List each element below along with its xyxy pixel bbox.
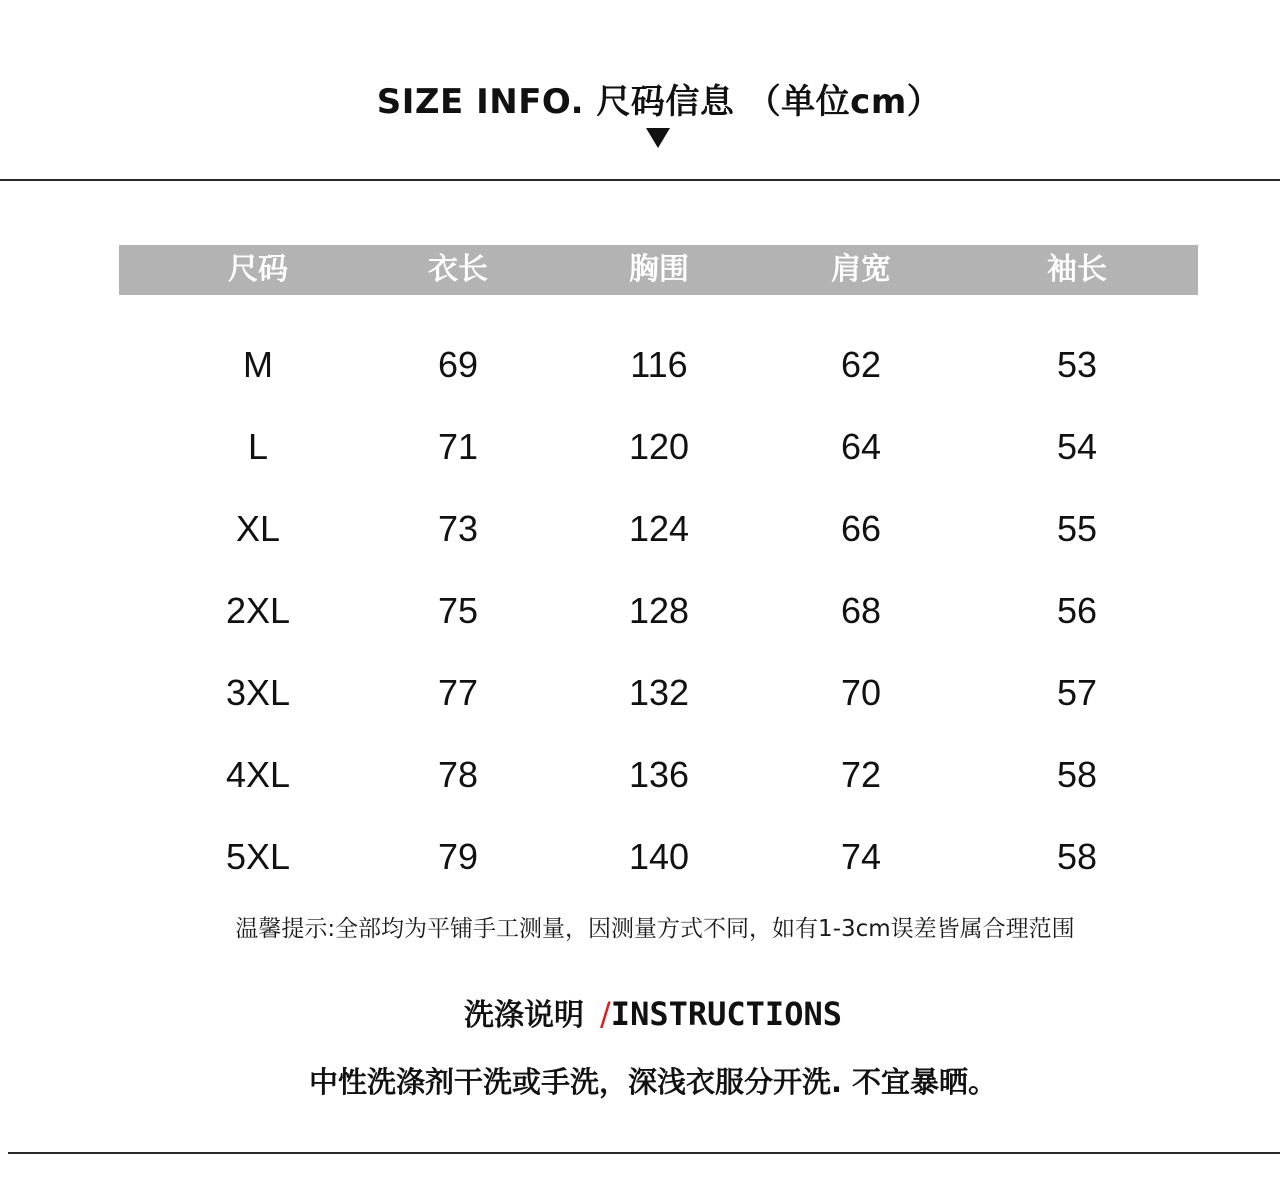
cell-length: 75 xyxy=(437,590,479,631)
cell-size: 4XL xyxy=(225,754,291,795)
header-sleeve: 袖长 xyxy=(1047,252,1107,287)
header-shoulder: 肩宽 xyxy=(831,252,891,287)
header-length: 衣长 xyxy=(428,252,488,287)
cell-shoulder: 72 xyxy=(840,754,882,795)
instructions-title-cn: 洗涤说明 xyxy=(464,998,585,1033)
cell-chest: 124 xyxy=(628,508,690,549)
cell-sleeve: 53 xyxy=(1056,344,1098,385)
cell-shoulder: 70 xyxy=(840,672,882,713)
cell-size: L xyxy=(247,426,269,467)
cell-chest: 132 xyxy=(628,672,690,713)
instructions-slash: / xyxy=(600,995,611,1033)
instructions-text: 中性洗涤剂干洗或手洗，深浅衣服分开洗. 不宜暴晒。 xyxy=(308,1065,998,1099)
cell-length: 69 xyxy=(437,344,479,385)
cell-sleeve: 58 xyxy=(1056,754,1098,795)
cell-chest: 140 xyxy=(628,836,690,877)
cell-length: 71 xyxy=(437,426,479,467)
top-divider xyxy=(0,179,1280,181)
cell-sleeve: 58 xyxy=(1056,836,1098,877)
cell-shoulder: 74 xyxy=(840,836,882,877)
cell-sleeve: 56 xyxy=(1056,590,1098,631)
cell-chest: 120 xyxy=(628,426,690,467)
cell-length: 78 xyxy=(437,754,479,795)
cell-length: 79 xyxy=(437,836,479,877)
header-chest: 胸围 xyxy=(629,252,689,287)
instructions-title-en: INSTRUCTIONS xyxy=(610,995,842,1033)
cell-shoulder: 66 xyxy=(840,508,882,549)
cell-size: 5XL xyxy=(225,836,291,877)
cell-chest: 136 xyxy=(628,754,690,795)
down-triangle-icon xyxy=(646,128,670,148)
cell-sleeve: 54 xyxy=(1056,426,1098,467)
cell-shoulder: 64 xyxy=(840,426,882,467)
cell-chest: 116 xyxy=(630,344,688,385)
instructions-heading xyxy=(0,992,1280,1042)
cell-length: 73 xyxy=(437,508,479,549)
cell-shoulder: 62 xyxy=(840,344,882,385)
header-size: 尺码 xyxy=(228,252,288,287)
cell-chest: 128 xyxy=(628,590,690,631)
cell-size: XL xyxy=(235,508,281,549)
cell-size: 3XL xyxy=(225,672,291,713)
cell-sleeve: 55 xyxy=(1056,508,1098,549)
cell-size: M xyxy=(243,344,273,385)
cell-length: 77 xyxy=(437,672,479,713)
cell-sleeve: 57 xyxy=(1056,672,1098,713)
cell-size: 2XL xyxy=(225,590,291,631)
page-title: SIZE INFO. 尺码信息 （单位cm） xyxy=(376,82,942,122)
measurement-note: 温馨提示:全部均为平铺手工测量，因测量方式不同，如有1-3cm误差皆属合理范围 xyxy=(235,916,1075,942)
bottom-divider xyxy=(8,1152,1280,1154)
cell-shoulder: 68 xyxy=(840,590,882,631)
